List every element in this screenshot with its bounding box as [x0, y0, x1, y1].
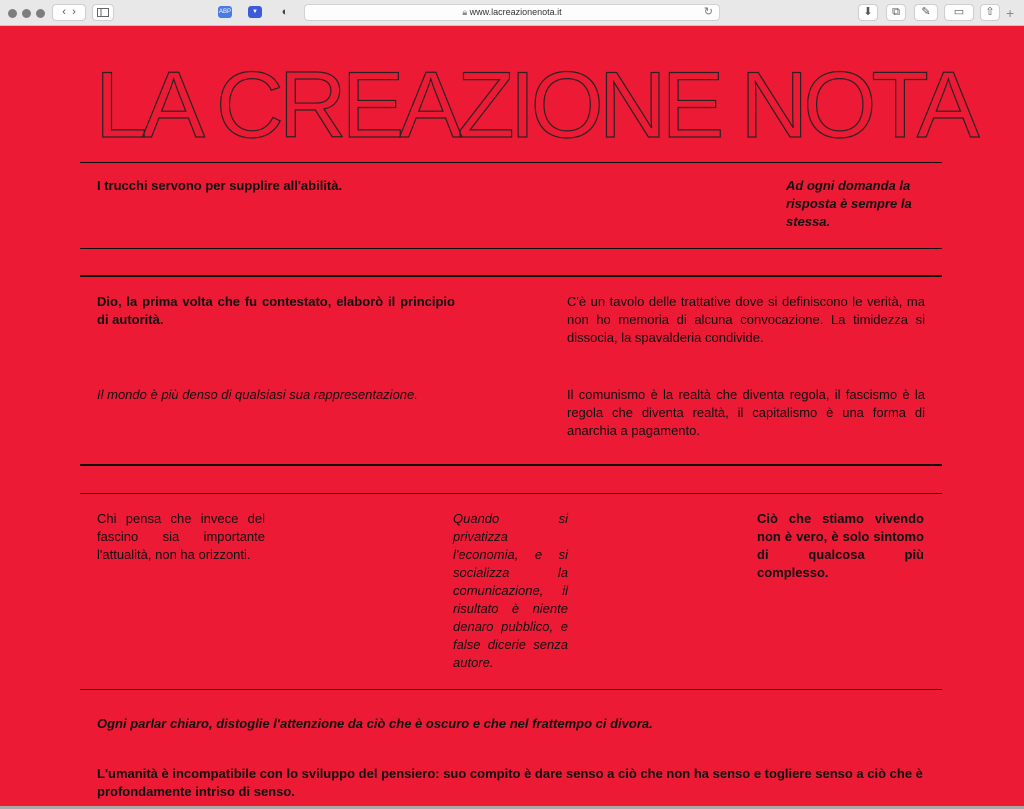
quote-domanda: Ad ogni domanda la risposta è sempre la stessa. — [786, 178, 912, 229]
quote-mondo: Il mondo è più denso di qualsiasi sua rappresentazione. — [97, 387, 418, 402]
divider — [80, 162, 942, 163]
quote-parlar-chiaro: Ogni parlar chiaro, distoglie l'attenzione da ciò che è oscuro e che nel frattempo ci divora. — [97, 716, 653, 731]
reload-icon[interactable]: ↻ — [703, 6, 713, 18]
quote-fascino: Chi pensa che invece del fascino sia importante l'attualità, non ha orizzonti. — [97, 511, 265, 562]
divider — [80, 275, 942, 277]
quote-umanita: L'umanità è incompatibile con lo sviluppo del pensiero: suo compito è dare senso a ciò che non ha senso e togliere senso a ciò che è profondamente intriso di senso. — [97, 766, 923, 799]
close-window-icon[interactable] — [8, 9, 17, 18]
site-title: LA CREAZIONE NOTA — [95, 52, 975, 157]
new-tab-icon[interactable]: + — [1006, 5, 1015, 21]
quote-comunismo: Il comunismo è la realtà che diventa regola, il fascismo è la regola che diventa realtà, il capitalismo è una forma di anarchia a pagamento. — [567, 387, 925, 438]
back-icon[interactable]: ‹ — [62, 6, 66, 18]
share-button[interactable] — [980, 4, 1000, 21]
divider — [80, 464, 942, 466]
quote-vivendo: Ciò che stiamo vivendo non è vero, è solo sintomo di qualcosa più complesso. — [757, 511, 924, 580]
quote-dio: Dio, la prima volta che fu contestato, elaborò il principio di autorità. — [97, 294, 455, 327]
divider — [80, 493, 942, 494]
downloads-button[interactable] — [858, 4, 878, 21]
lock-icon: 🔒︎ — [462, 7, 468, 17]
quote-tavolo: C'è un tavolo delle trattative dove si definiscono le verità, ma non ho memoria di alcuna convocazione. La timidezza si dissocia, la spavalderia condivide. — [567, 294, 925, 345]
divider — [80, 248, 942, 249]
quote-privatizza: Quando si privatizza l'economia, e si socializza la comunicazione, il risultato è niente denaro pubblico, e false dicerie senza autore. — [453, 511, 568, 670]
url-text: www.lacreazionenota.it — [469, 7, 562, 17]
edit-icon: ✎ — [921, 6, 931, 18]
minimize-window-icon[interactable] — [22, 9, 31, 18]
reader-extension-button[interactable] — [944, 4, 974, 21]
contrast-extension-icon[interactable]: ◐ — [281, 6, 289, 18]
quote-trucchi: I trucchi servono per supplire all'abilità. — [97, 178, 343, 193]
privacy-shield-extension-icon[interactable]: ▼ — [248, 6, 262, 18]
sidebar-icon — [97, 8, 109, 17]
adblock-extension-icon[interactable]: ABP — [218, 6, 232, 18]
sidebar-toggle-button[interactable] — [92, 4, 114, 21]
browser-toolbar — [0, 0, 1024, 26]
notes-extension-button[interactable] — [914, 4, 938, 21]
forward-icon[interactable]: › — [72, 6, 76, 18]
address-bar[interactable] — [304, 4, 720, 21]
reader-icon: ▭ — [953, 6, 965, 18]
zoom-window-icon[interactable] — [36, 9, 45, 18]
back-forward-buttons[interactable] — [52, 4, 86, 21]
tabs-icon: ⧉ — [892, 6, 900, 18]
share-icon: ⇧ — [985, 6, 995, 18]
divider — [80, 689, 942, 690]
download-icon: ⬇ — [863, 6, 873, 18]
tabs-overview-button[interactable] — [886, 4, 906, 21]
page-content — [0, 26, 1024, 809]
